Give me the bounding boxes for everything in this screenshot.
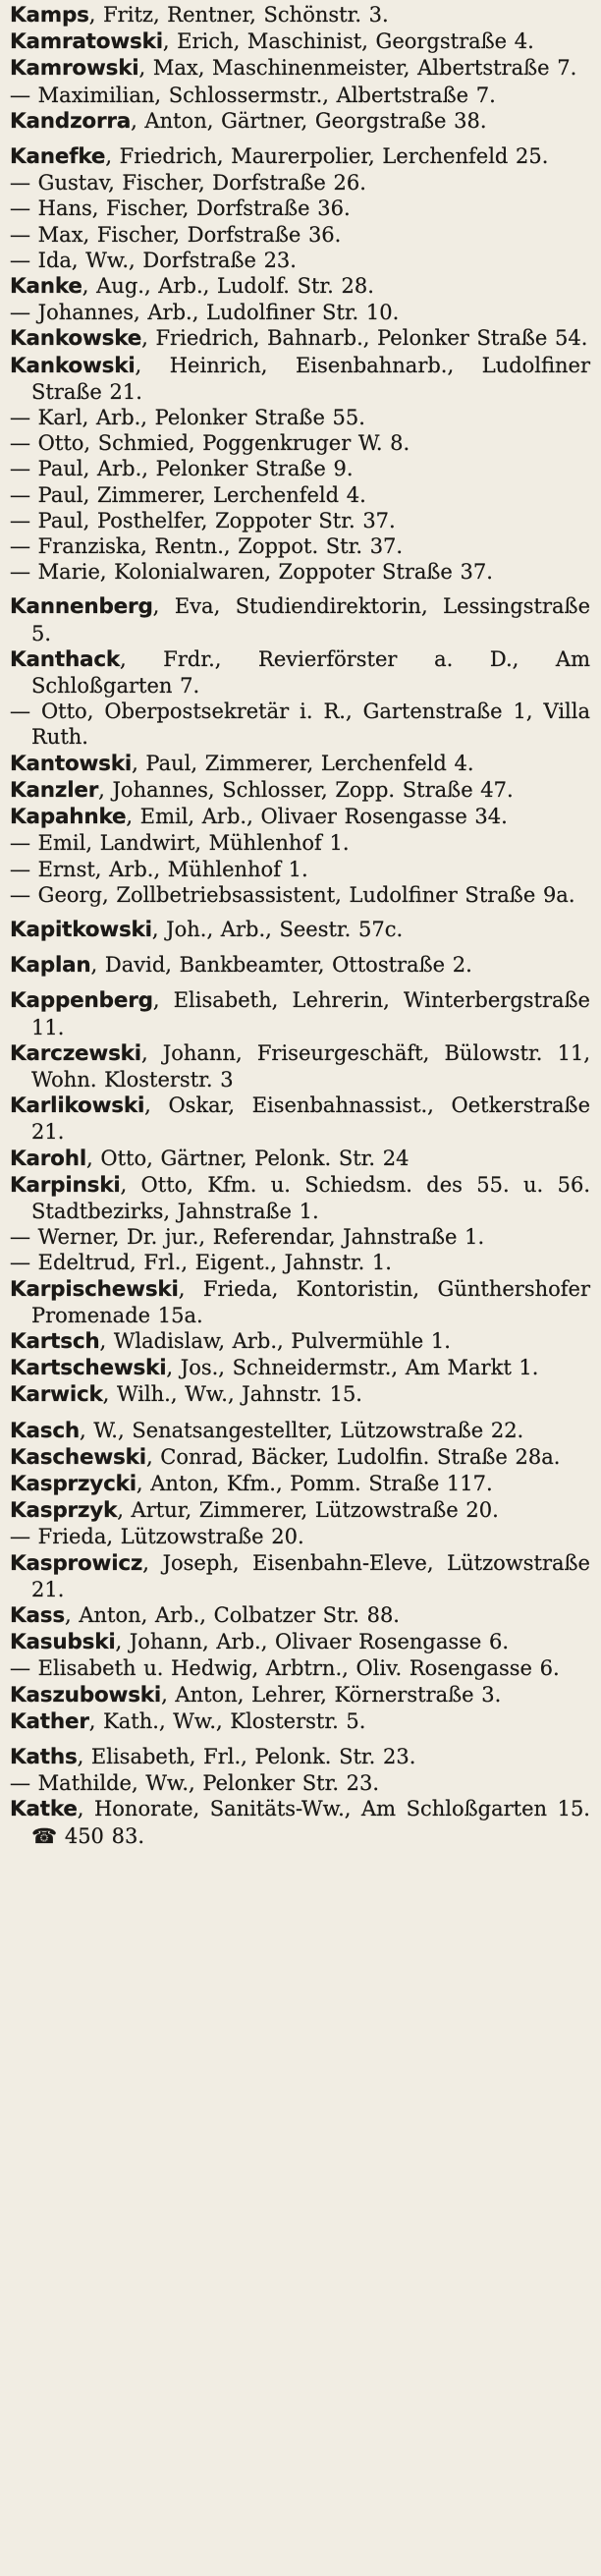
directory-entry: [10, 1328, 590, 1355]
entry-details: — Edeltrud, Frl., Eigent., Jahnstr. 1.: [10, 1251, 392, 1275]
directory-entry: [10, 1381, 590, 1408]
directory-entry: [10, 1497, 590, 1524]
entry-details: , Otto, Kfm. u. Schiedsm. des 55. u. 56. Stadtbezirks, Jahnstraße 1.: [31, 1172, 590, 1223]
entry-details: — Paul, Posthelfer, Zoppoter Str. 37.: [10, 508, 396, 532]
entry-details: , W., Senatsangestellter, Lützowstraße 22.: [80, 1418, 524, 1442]
entry-surname: Kasubski: [10, 1630, 116, 1655]
entry-details: , Johannes, Schlosser, Zopp. Straße 47.: [98, 777, 514, 802]
entry-details: , David, Bankbeamter, Ottostraße 2.: [90, 953, 472, 978]
entry-surname: Kaths: [10, 1745, 78, 1769]
entry-details: , Anton, Lehrer, Körnerstraße 3.: [161, 1682, 502, 1707]
directory-subentry: [10, 1655, 590, 1681]
directory-subentry: [10, 456, 590, 481]
directory-entry: [10, 751, 590, 777]
directory-entry: [10, 987, 590, 1039]
entry-surname: Karwick: [10, 1382, 103, 1408]
entry-details: , Emil, Arb., Olivaer Rosengasse 34.: [126, 805, 508, 829]
entry-surname: Kantowski: [10, 751, 133, 776]
entry-details: , Elisabeth, Frl., Pelonk. Str. 23.: [77, 1745, 416, 1768]
directory-subentry: [10, 533, 590, 559]
entry-details: — Karl, Arb., Pelonker Straße 55.: [10, 406, 365, 430]
directory-entry: [10, 1172, 590, 1224]
entry-details: — Mathilde, Ww., Pelonker Str. 23.: [10, 1771, 380, 1796]
entry-details: , Aug., Arb., Ludolf. Str. 28.: [82, 274, 374, 299]
directory-entry: [10, 593, 590, 645]
entry-surname: Kankowske: [10, 326, 142, 352]
directory-entry: [10, 28, 590, 55]
entry-surname: Karlikowski: [10, 1093, 145, 1119]
directory-entry: [10, 1276, 590, 1328]
entry-surname: Kaszubowski: [10, 1682, 162, 1708]
entry-surname: Karpischewski: [10, 1276, 179, 1302]
directory-subentry: [10, 300, 590, 325]
entry-surname: Kannenberg: [10, 594, 153, 620]
entry-surname: Kartschewski: [10, 1356, 167, 1381]
entry-surname: Kandzorra: [10, 108, 132, 134]
entry-details: , Johann, Arb., Olivaer Rosengasse 6.: [115, 1630, 510, 1654]
directory-subentry: [10, 830, 590, 856]
entry-surname: Kasch: [10, 1418, 81, 1443]
directory-subentry: [10, 430, 590, 456]
entry-details: — Maximilian, Schlossermstr., Albertstraße 7.: [10, 83, 496, 107]
entry-details: , Joseph, Eisenbahn-Eleve, Lützowstraße 21.: [31, 1550, 590, 1601]
directory-subentry: [10, 222, 590, 248]
entry-surname: Kasprzycki: [10, 1471, 137, 1496]
directory-entry: [10, 273, 590, 300]
directory-entry: [10, 1040, 590, 1092]
directory-entry: [10, 143, 590, 170]
entry-details: , Wladislaw, Arb., Pulvermühle 1.: [99, 1328, 451, 1353]
entry-surname: Kankowski: [10, 353, 136, 378]
entry-details: , Oskar, Eisenbahnassist., Oetkerstraße 21.: [31, 1093, 590, 1145]
entry-details: , Frieda, Kontoristin, Günthershofer Promenade 15a.: [31, 1276, 590, 1327]
entry-surname: Kasprowicz: [10, 1550, 143, 1576]
entry-details: — Otto, Schmied, Poggenkruger W. 8.: [10, 431, 410, 456]
entry-surname: Kanzler: [10, 777, 99, 803]
entry-details: , Conrad, Bäcker, Ludolfin. Straße 28a.: [145, 1444, 561, 1469]
entry-details: , Fritz, Rentner, Schönstr. 3.: [88, 3, 389, 27]
directory-entry: [10, 1629, 590, 1655]
directory-subentry: [10, 170, 590, 196]
entry-details: , Heinrich, Eisenbahnarb., Ludolfiner Straße 21.: [31, 353, 590, 404]
entry-details: — Gustav, Fischer, Dorfstraße 26.: [10, 171, 366, 196]
directory-entry: [10, 804, 590, 830]
entry-details: — Marie, Kolonialwaren, Zoppoter Straße 37.: [10, 560, 493, 585]
entry-details: — Hans, Fischer, Dorfstraße 36.: [10, 196, 351, 221]
directory-entry: [10, 1471, 590, 1497]
directory-entry: [10, 1796, 590, 1848]
entry-details: — Ida, Ww., Dorfstraße 23.: [10, 248, 297, 272]
entry-details: , Eva, Studiendirektorin, Lessingstraße 5.: [31, 594, 590, 645]
directory-entry: [10, 1744, 590, 1770]
entry-surname: Karpinski: [10, 1172, 121, 1198]
directory-subentry: [10, 1524, 590, 1549]
entry-surname: Kartsch: [10, 1328, 100, 1354]
entry-details: , Friedrich, Maurerpolier, Lerchenfeld 25.: [105, 144, 549, 169]
entry-details: , Anton, Kfm., Pomm. Straße 117.: [136, 1471, 493, 1495]
directory-subentry: [10, 248, 590, 273]
entry-surname: Kamrowski: [10, 56, 139, 82]
directory-entry: [10, 1146, 590, 1172]
directory-entry: [10, 2, 590, 28]
directory-entry: [10, 1682, 590, 1708]
directory-entry: [10, 777, 590, 804]
entry-details: — Max, Fischer, Dorfstraße 36.: [10, 222, 342, 247]
entry-surname: Kasprzyk: [10, 1498, 118, 1524]
directory-entry: [10, 1092, 590, 1145]
entry-details: — Georg, Zollbetriebsassistent, Ludolfiner Straße 9a.: [10, 882, 575, 907]
entry-details: — Emil, Landwirt, Mühlenhof 1.: [10, 831, 350, 856]
entry-details: — Franziska, Rentn., Zoppot. Str. 37.: [10, 534, 404, 559]
directory-entry: [10, 55, 590, 82]
entry-details: — Werner, Dr. jur., Referendar, Jahnstraße 1.: [10, 1225, 485, 1250]
entry-surname: Katke: [10, 1797, 78, 1822]
directory-subentry: [10, 196, 590, 221]
entry-surname: Kamps: [10, 3, 89, 28]
directory-subentry: [10, 508, 590, 533]
directory-entry: [10, 917, 590, 943]
directory-entry: [10, 1550, 590, 1602]
directory-subentry: [10, 882, 590, 908]
directory-subentry: [10, 83, 590, 108]
directory-entry: [10, 1602, 590, 1629]
entry-details: , Jos., Schneidermstr., Am Markt 1.: [166, 1356, 539, 1380]
entry-details: , Elisabeth, Lehrerin, Winterbergstraße 11.: [31, 988, 590, 1039]
directory-subentry: [10, 699, 590, 750]
entry-surname: Kamratowski: [10, 29, 163, 55]
entry-surname: Kanthack: [10, 646, 121, 672]
directory-entry: [10, 353, 590, 405]
entry-details: , Paul, Zimmerer, Lerchenfeld 4.: [132, 751, 474, 775]
directory-subentry: [10, 857, 590, 882]
entry-details: , Anton, Gärtner, Georgstraße 38.: [131, 108, 487, 133]
entry-details: , Anton, Arb., Colbatzer Str. 88.: [64, 1602, 400, 1627]
entry-surname: Karohl: [10, 1146, 87, 1171]
entry-surname: Karczewski: [10, 1040, 141, 1066]
entry-surname: Kappenberg: [10, 988, 153, 1014]
entry-surname: Kapahnke: [10, 805, 127, 830]
directory-entry: [10, 646, 590, 699]
directory-entry: [10, 325, 590, 352]
entry-details: , Max, Maschinenmeister, Albertstraße 7.: [138, 56, 577, 81]
entry-surname: Kass: [10, 1602, 65, 1628]
entry-surname: Kanefke: [10, 144, 106, 170]
entry-surname: Kapitkowski: [10, 917, 152, 942]
directory-subentry: [10, 559, 590, 585]
entry-surname: Kather: [10, 1708, 89, 1734]
entry-details: , Kath., Ww., Klosterstr. 5.: [88, 1708, 366, 1733]
directory-entry: [10, 1444, 590, 1471]
entry-details: — Paul, Zimmerer, Lerchenfeld 4.: [10, 482, 366, 507]
directory-entry: [10, 1355, 590, 1381]
entry-details: , Erich, Maschinist, Georgstraße 4.: [162, 29, 534, 54]
directory-entry: [10, 1708, 590, 1735]
entry-details: — Elisabeth u. Hedwig, Arbtrn., Oliv. Rosengasse 6.: [10, 1656, 560, 1681]
directory-subentry: [10, 1250, 590, 1275]
directory-entry: [10, 1418, 590, 1444]
entry-details: — Johannes, Arb., Ludolfiner Str. 10.: [10, 301, 400, 325]
entry-surname: Kanke: [10, 274, 82, 300]
entry-details: , Joh., Arb., Seestr. 57c.: [151, 917, 404, 941]
directory-entry: [10, 952, 590, 979]
directory-subentry: [10, 482, 590, 508]
entry-details: , Honorate, Sanitäts-Ww., Am Schloßgarten 15. ☎ 450 83.: [31, 1797, 590, 1848]
entry-details: — Frieda, Lützowstraße 20.: [10, 1525, 304, 1549]
entry-details: , Frdr., Revierförster a. D., Am Schloßgarten 7.: [31, 646, 590, 699]
entry-details: , Wilh., Ww., Jahnstr. 15.: [102, 1382, 362, 1407]
entry-details: , Johann, Friseurgeschäft, Bülowstr. 11, Wohn. Klosterstr. 3: [31, 1040, 590, 1092]
entry-surname: Kaschewski: [10, 1444, 146, 1470]
entry-details: , Otto, Gärtner, Pelonk. Str. 24: [86, 1146, 410, 1170]
entry-details: , Artur, Zimmerer, Lützowstraße 20.: [117, 1498, 499, 1523]
directory-subentry: [10, 405, 590, 430]
directory-entry: [10, 108, 590, 135]
entry-details: — Paul, Arb., Pelonker Straße 9.: [10, 457, 354, 481]
entry-details: — Otto, Oberpostsekretär i. R., Gartenstraße 1, Villa Ruth.: [10, 700, 590, 750]
directory-subentry: [10, 1770, 590, 1796]
entry-details: , Friedrich, Bahnarb., Pelonker Straße 54.: [141, 326, 588, 351]
entry-details: — Ernst, Arb., Mühlenhof 1.: [10, 857, 308, 881]
directory-subentry: [10, 1224, 590, 1250]
entry-surname: Kaplan: [10, 953, 91, 979]
